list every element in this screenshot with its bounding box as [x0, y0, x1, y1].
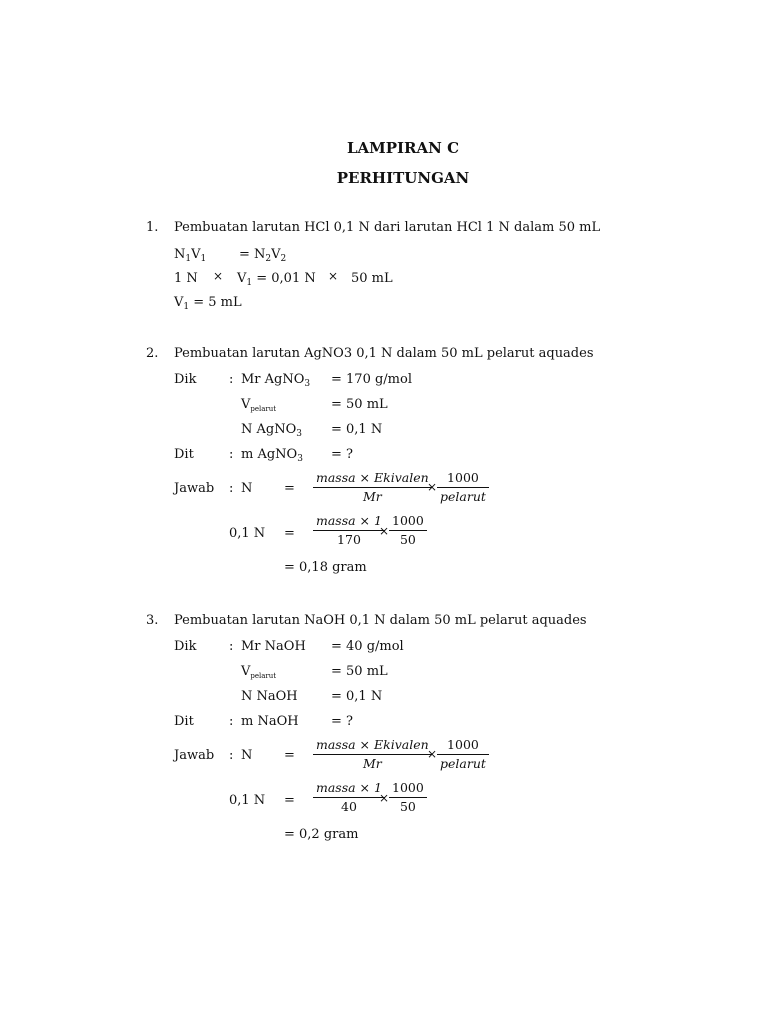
jawab-label: Jawab: [174, 481, 215, 496]
jawab-label: Jawab: [174, 748, 215, 763]
given-label: Mr AgNO$_3$: [241, 372, 311, 389]
given-value: = 50 mL: [331, 664, 388, 679]
times-symbol: ×: [328, 269, 339, 283]
item-heading: Pembuatan larutan NaOH 0,1 N dalam 50 mL pelarut aquades: [174, 613, 587, 628]
equation-line-2-rhs: 50 mL: [351, 271, 393, 286]
given-label: Mr NaOH: [241, 639, 306, 654]
formula-fraction: massa × Ekivalen Mr: [313, 472, 432, 503]
dit-label: Dit: [174, 714, 194, 729]
equals-sign: =: [284, 748, 295, 763]
given-value: = 40 g/mol: [331, 639, 404, 654]
colon: :: [229, 714, 234, 729]
asked-label: m AgNO$_3$: [241, 447, 303, 464]
times-symbol: ×: [427, 480, 438, 494]
substitution-fraction: massa × 1 40: [313, 782, 385, 813]
item-number: 3.: [146, 613, 159, 628]
given-label: $V_{pelarut}$: [241, 397, 277, 413]
times-symbol: ×: [427, 747, 438, 761]
asked-value: = ?: [331, 714, 353, 729]
substitution-lhs: 0,1 N: [229, 793, 266, 808]
dik-label: Dik: [174, 639, 197, 654]
given-value: = 50 mL: [331, 397, 388, 412]
substitution-fraction: massa × 1 170: [313, 515, 385, 546]
asked-value: = ?: [331, 447, 353, 462]
substitution-lhs: 0,1 N: [229, 526, 266, 541]
given-label: N AgNO$_3$: [241, 422, 302, 439]
formula-fraction: massa × Ekivalen Mr: [313, 739, 432, 770]
substitution-fraction: 1000 50: [389, 782, 427, 813]
formula-fraction: 1000 pelarut: [437, 472, 489, 503]
dit-label: Dit: [174, 447, 194, 462]
equation-line-3: $V_1 = 5$ mL: [174, 295, 242, 312]
result: = 0,2 gram: [284, 827, 359, 842]
given-value: = 0,1 N: [331, 422, 383, 437]
equals-sign: =: [284, 793, 295, 808]
n-symbol: N: [241, 481, 253, 496]
item-number: 2.: [146, 346, 159, 361]
dik-label: Dik: [174, 372, 197, 387]
equals-sign: =: [284, 526, 295, 541]
asked-label: m NaOH: [241, 714, 299, 729]
times-symbol: ×: [379, 524, 390, 538]
equation-line-2-lhs: 1 N: [174, 271, 198, 286]
colon: :: [229, 481, 234, 496]
equation-line-1: $N_1V_1$: [174, 247, 207, 264]
n-symbol: N: [241, 748, 253, 763]
times-symbol: ×: [213, 269, 224, 283]
substitution-fraction: 1000 50: [389, 515, 427, 546]
item-heading: Pembuatan larutan AgNO3 0,1 N dalam 50 mL pelarut aquades: [174, 346, 594, 361]
given-label: $V_{pelarut}$: [241, 664, 277, 680]
page-subtitle: PERHITUNGAN: [336, 169, 470, 187]
item-heading: Pembuatan larutan HCl 0,1 N dari larutan HCl 1 N dalam 50 mL: [174, 220, 601, 235]
given-value: = 170 g/mol: [331, 372, 412, 387]
formula-fraction: 1000 pelarut: [437, 739, 489, 770]
result: = 0,18 gram: [284, 560, 367, 575]
given-value: = 0,1 N: [331, 689, 383, 704]
colon: :: [229, 372, 234, 387]
equals-sign: =: [284, 481, 295, 496]
times-symbol: ×: [379, 791, 390, 805]
equation-line-2-mid: $V_1 = 0,01$ N: [237, 271, 316, 288]
given-label: N NaOH: [241, 689, 298, 704]
colon: :: [229, 748, 234, 763]
page-title: LAMPIRAN C: [346, 139, 460, 157]
colon: :: [229, 447, 234, 462]
item-number: 1.: [146, 220, 159, 235]
colon: :: [229, 639, 234, 654]
equation-line-1-rhs: = $N_2V_2$: [239, 247, 287, 264]
